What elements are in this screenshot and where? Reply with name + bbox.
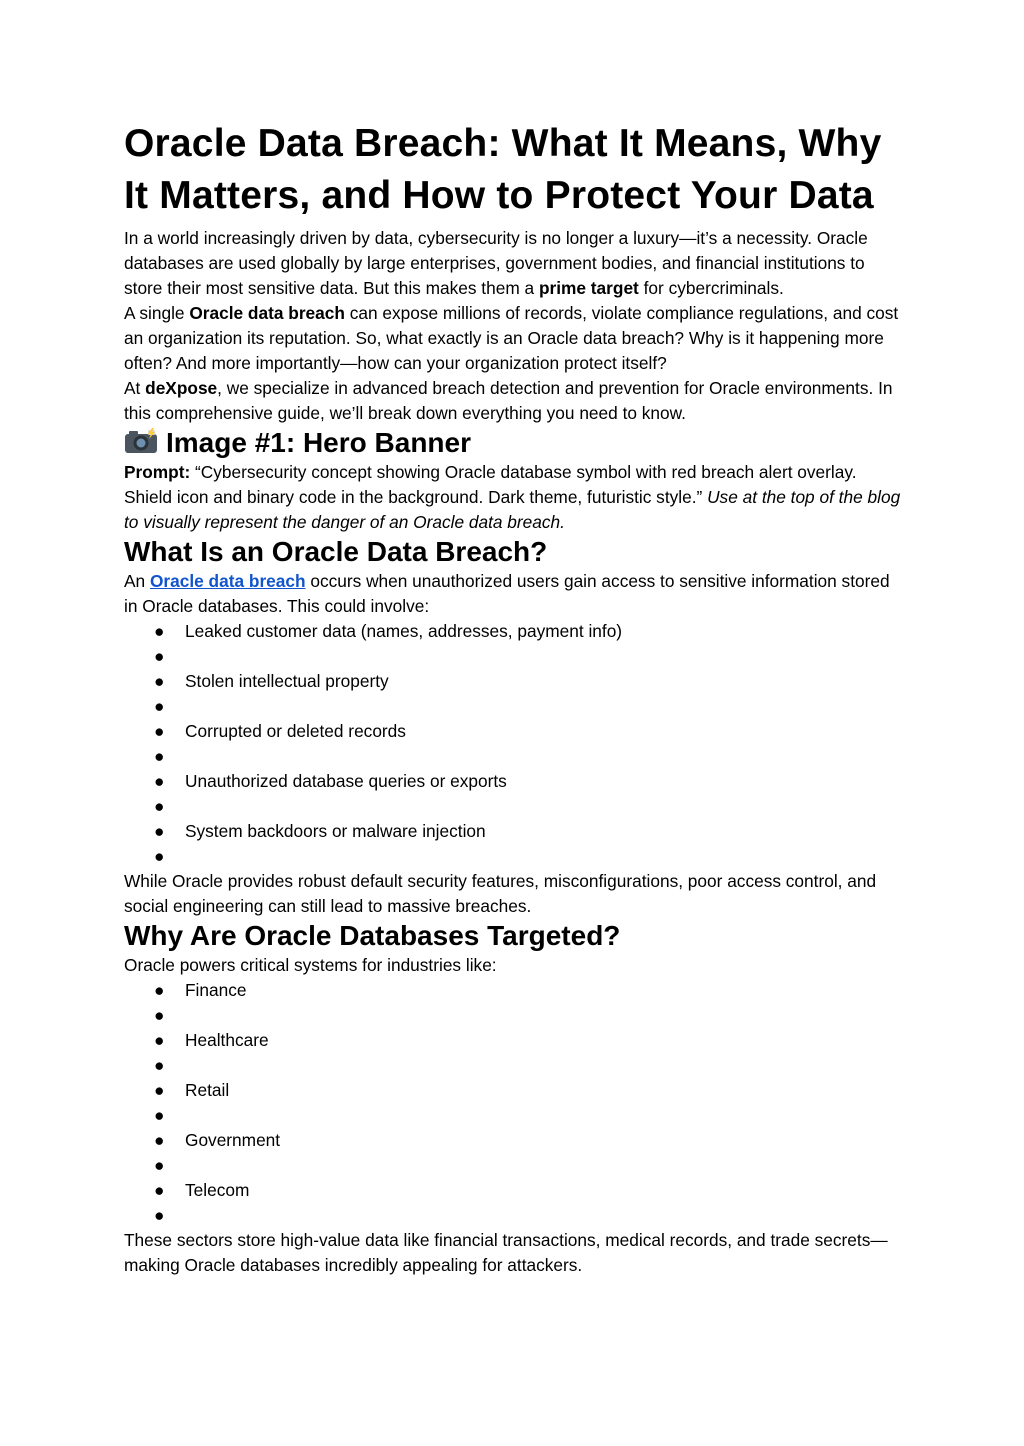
intro-paragraph-3: At deXpose, we specialize in advanced breach detection and prevention for Oracle environments. In this comprehensive guide, we’ll break down everything you need to know. <box>124 378 893 423</box>
section1-closing: While Oracle provides robust default security features, misconfigurations, poor access control, and social engineering can still lead to massive breaches. <box>124 871 877 916</box>
camera-with-flash-icon <box>124 428 158 454</box>
list-item: ● <box>154 746 165 766</box>
list-item: ● <box>154 1055 165 1075</box>
list-item: ● Government <box>154 1130 281 1150</box>
list-item: ● <box>154 846 165 866</box>
image-section-heading: Image #1: Hero Banner <box>124 426 904 460</box>
list-item: ● <box>154 696 165 716</box>
intro-paragraph-1: In a world increasingly driven by data, cybersecurity is no longer a luxury—it’s a necessity. Oracle databases are used globally by large enterprises, government bodies, and financial institutions to store their most sensitive data. But this makes them a prime target for cybercriminals. <box>124 228 868 298</box>
section2-intro: Oracle powers critical systems for industries like: <box>124 955 497 975</box>
breach-types-list <box>124 619 904 869</box>
page-title: Oracle Data Breach: What It Means, Why It Matters, and How to Protect Your Data <box>124 122 882 217</box>
list-item: ● <box>154 796 165 816</box>
section-heading-why-targeted: Why Are Oracle Databases Targeted? <box>124 920 621 951</box>
oracle-data-breach-link[interactable]: Oracle data breach <box>149 571 306 591</box>
list-item: ● Unauthorized database queries or exports <box>154 771 507 791</box>
list-item: ● Retail <box>154 1080 230 1100</box>
list-item: ● Corrupted or deleted records <box>154 721 406 741</box>
list-item: ● Finance <box>154 980 247 1000</box>
list-item: ● <box>154 1155 165 1175</box>
intro-paragraph-2: A single Oracle data breach can expose millions of records, violate compliance regulations, and cost an organization its reputation. So, what exactly is an Oracle data breach? Why is it happening more often? And more importantly—how can your organization protect itself? <box>124 303 899 373</box>
document-page <box>124 118 904 1278</box>
list-item: ● <box>154 1005 165 1025</box>
list-item: ● Healthcare <box>154 1030 269 1050</box>
section1-intro: An Oracle data breach occurs when unauthorized users gain access to sensitive information stored in Oracle databases. This could involve: <box>124 571 890 616</box>
list-item: ● System backdoors or malware injection <box>154 821 486 841</box>
list-item: ● <box>154 1205 165 1225</box>
list-item: ● <box>154 646 165 666</box>
prompt-paragraph: Prompt: “Cybersecurity concept showing Oracle database symbol with red breach alert overlay. Shield icon and binary code in the background. Dark theme, futuristic style.” Use at the top of the blog to visually represent the danger of an Oracle data breach. <box>124 462 901 532</box>
industries-list <box>124 978 904 1228</box>
section-heading-what-is: What Is an Oracle Data Breach? <box>124 536 548 567</box>
list-item: ● Stolen intellectual property <box>154 671 389 691</box>
list-item: ● Telecom <box>154 1180 250 1200</box>
list-item: ● Leaked customer data (names, addresses, payment info) <box>154 621 623 641</box>
list-item: ● <box>154 1105 165 1125</box>
section2-closing: These sectors store high-value data like financial transactions, medical records, and trade secrets—making Oracle databases incredibly appealing for attackers. <box>124 1230 888 1275</box>
